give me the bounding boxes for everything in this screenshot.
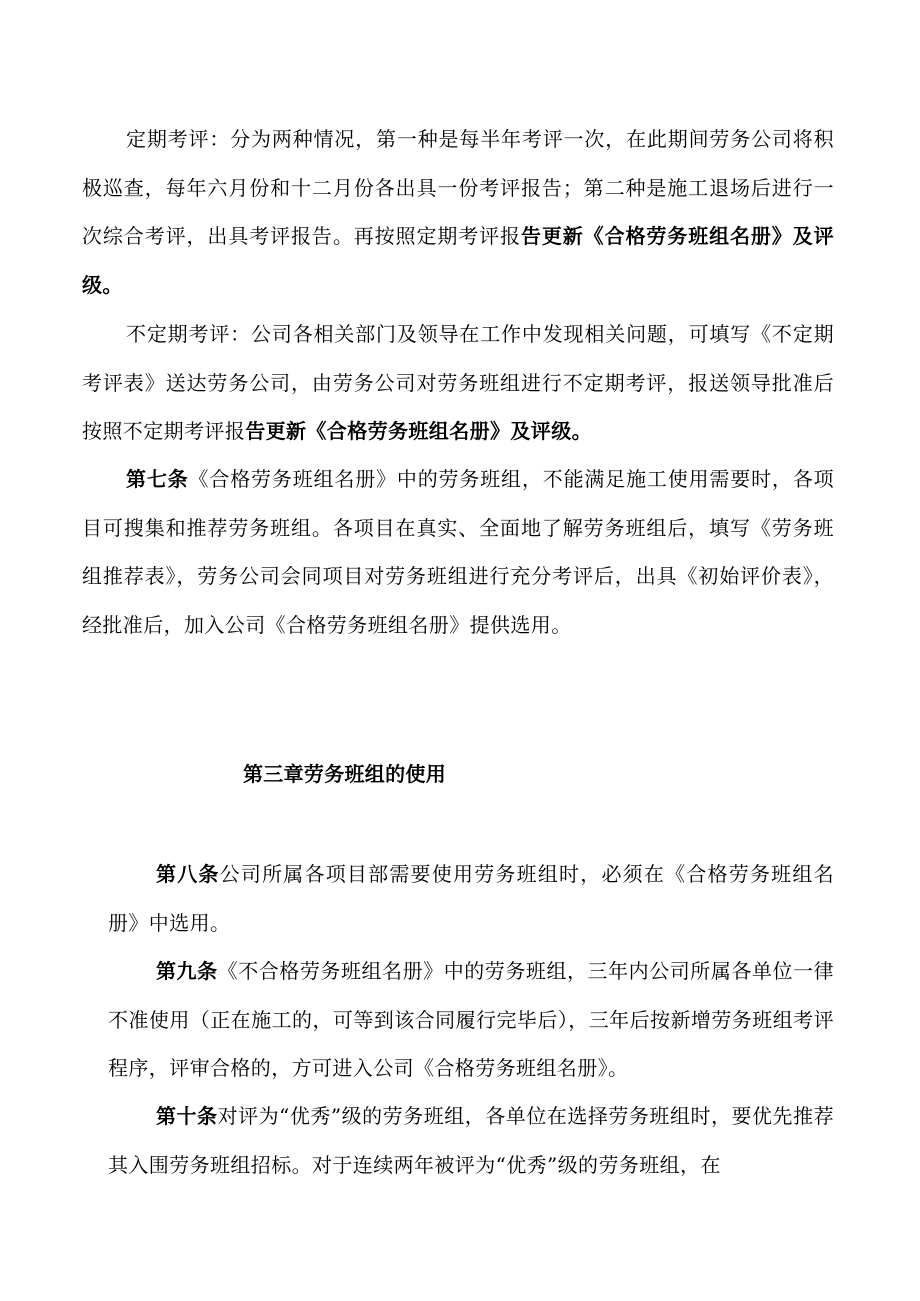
article-number: 第十条: [156, 1104, 218, 1128]
paragraph-irregular-review: [82, 310, 834, 456]
article-text: 《不合格劳务班组名册》中的劳务班组，三年内公司所属各单位一律不准使用（正在施工的，可等到该合同履行完毕后），三年后按新增劳务班组考评程序，评审合格的，方可进入公司《合格劳务班组名册》。: [108, 959, 835, 1081]
article-number: 第七条: [126, 467, 189, 491]
article-7: [82, 455, 834, 649]
article-8: [108, 850, 834, 947]
paragraph-text: 不定期考评：公司各相关部门及领导在工作中发现相关问题，可填写《不定期考评表》送达劳务公司，由劳务公司对劳务班组进行不定期考评，报送领导批准后按照不定期考评报: [82, 322, 834, 444]
article-text: 对评为“优秀”级的劳务班组，各单位在选择劳务班组时，要优先推荐其入围劳务班组招标。对于连续两年被评为“优秀”级的劳务班组，在: [108, 1104, 834, 1177]
article-text: 《合格劳务班组名册》中的劳务班组，不能满足施工使用需要时，各项目可搜集和推荐劳务班组。各项目在真实、全面地了解劳务班组后，填写《劳务班组推荐表》，劳务公司会同项目对劳务班组进行充分考评后，出具《初始评价表》，经批准后，加入公司《合格劳务班组名册》提供选用。: [82, 467, 834, 637]
article-number: 第九条: [156, 959, 218, 983]
paragraph-regular-review: [82, 115, 834, 309]
article-10: [108, 1092, 834, 1189]
chapter-heading: 第三章劳务班组的使用: [243, 762, 446, 786]
article-text: 公司所属各项目部需要使用劳务班组时，必须在《合格劳务班组名册》中选用。: [108, 862, 834, 935]
article-number: 第八条: [156, 862, 220, 886]
paragraph-bold-text: 告更新《合格劳务班组名册》及评级。: [82, 224, 835, 297]
paragraph-bold-text: 告更新《合格劳务班组名册》及评级。: [245, 419, 593, 444]
paragraph-text: 定期考评：分为两种情况，第一种是每半年考评一次，在此期间劳务公司将积极巡查，每年六月份和十二月份各出具一份考评报告；第二种是施工退场后进行一次综合考评，出具考评报告。再按照定期考评报: [82, 127, 834, 249]
article-9: [108, 947, 834, 1093]
